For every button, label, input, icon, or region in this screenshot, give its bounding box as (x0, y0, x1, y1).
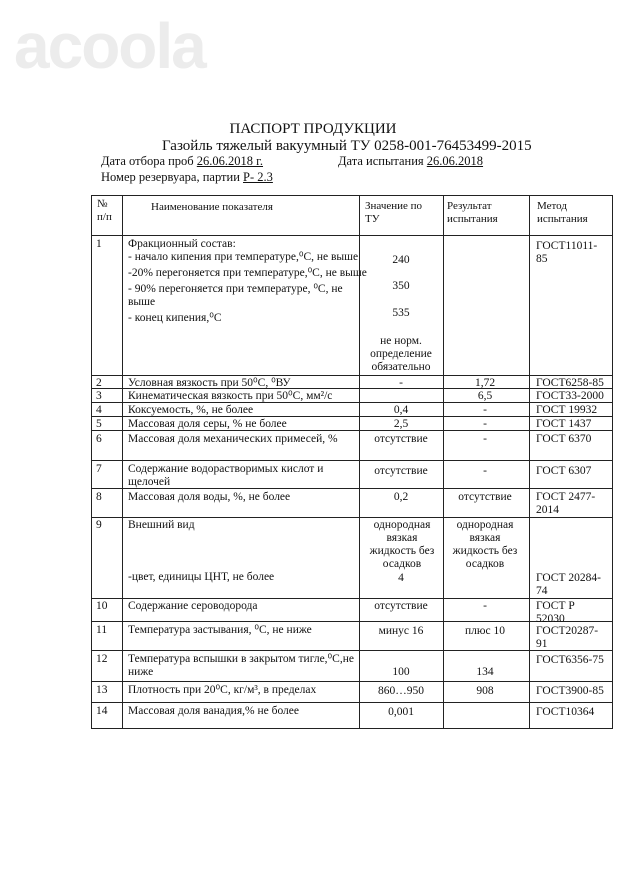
table-border (91, 728, 613, 729)
row-9-result: однородная вязкая жидкость без осадков (452, 519, 518, 570)
tank-value: Р- 2.3 (243, 170, 273, 184)
row-13-result: 908 (476, 685, 494, 697)
row-3-num: 3 (96, 390, 102, 402)
sample-date-line (101, 154, 263, 169)
table-border (91, 460, 613, 461)
row-1-name-line: - 90% перегоняется при температуре, ⁰С, не выше (128, 283, 343, 308)
row-4-num: 4 (96, 404, 102, 416)
row-7-name: Содержание водорастворимых кислот и щелочей (128, 463, 324, 488)
row-5-result: - (483, 418, 487, 430)
row-7-value: отсутствие (374, 465, 428, 477)
row-13-num: 13 (96, 684, 108, 696)
table-border (91, 235, 613, 236)
test-date-line (338, 154, 483, 169)
row-13-name: Плотность при 20⁰С, кг/м³, в пределах (128, 684, 317, 696)
tank-label: Номер резервуара, партии (101, 170, 240, 184)
test-date-value: 26.06.2018 (426, 154, 484, 168)
document-subtitle: Газойль тяжелый вакуумный ТУ 0258-001-76453499-2015 (162, 138, 532, 154)
table-border (443, 195, 444, 729)
row-6-num: 6 (96, 433, 102, 445)
row-11-value: минус 16 (378, 625, 424, 637)
row-1-name-line: - конец кипения,⁰С (128, 312, 222, 324)
row-6-name: Массовая доля механических примесей, % (128, 433, 338, 445)
row-5-method: ГОСТ 1437 (536, 418, 592, 430)
table-border (91, 195, 613, 196)
document-title: ПАСПОРТ ПРОДУКЦИИ (229, 121, 397, 137)
sample-date-label: Дата отбора проб (101, 154, 194, 168)
row-5-name: Массовая доля серы, % не более (128, 418, 287, 430)
row-9-method: ГОСТ 20284-74 (536, 572, 601, 597)
row-2-result: 1,72 (474, 377, 496, 389)
row-1-name-line: Фракционный состав: (128, 238, 236, 250)
row-10-result: - (483, 600, 487, 612)
header-method: Метод испытания (537, 200, 588, 225)
row-11-name: Температура застывания, ⁰С, не ниже (128, 624, 312, 636)
test-date-label: Дата испытания (338, 154, 424, 168)
table-border (91, 621, 613, 622)
table-border (91, 650, 613, 651)
row-11-num: 11 (96, 624, 108, 636)
row-14-value: 0,001 (388, 706, 414, 718)
row-7-result: - (483, 465, 487, 477)
row-13-method: ГОСТ3900-85 (536, 685, 604, 697)
row-9-num: 9 (96, 519, 102, 531)
row-14-num: 14 (96, 705, 108, 717)
row-1-num: 1 (96, 238, 102, 250)
table-border (122, 195, 123, 729)
row-2-name: Условная вязкость при 50⁰С, ⁰ВУ (128, 377, 291, 389)
row-3-result: 6,5 (477, 390, 493, 402)
row-6-method: ГОСТ 6370 (536, 433, 592, 445)
row-12-num: 12 (96, 653, 108, 665)
row-11-method: ГОСТ20287-91 (536, 625, 599, 650)
header-result: Результат испытания (447, 200, 498, 225)
row-8-value: 0,2 (393, 491, 409, 503)
row-2-value: - (399, 377, 403, 389)
row-1-value-3: 535 (392, 307, 410, 319)
header-name: Наименование показателя (151, 201, 273, 213)
row-1-name-line: -20% перегоняется при температуре,⁰С, не выше (128, 267, 367, 279)
row-9-name-color: -цвет, единицы ЦНТ, не более (128, 571, 275, 583)
row-12-value: 100 (392, 666, 410, 678)
row-10-method: ГОСТ Р 52030 (536, 600, 575, 625)
table-border (529, 195, 530, 729)
row-1-value-4: не норм. определение обязательно (370, 335, 432, 373)
row-1-value-1: 240 (392, 254, 410, 266)
watermark-logo: acoola (14, 10, 205, 82)
row-1-value-2: 350 (392, 280, 410, 292)
row-8-num: 8 (96, 491, 102, 503)
table-border (91, 681, 613, 682)
row-9-value: однородная вязкая жидкость без осадков (369, 519, 435, 570)
table-border (91, 195, 92, 729)
row-10-value: отсутствие (374, 600, 428, 612)
row-9-value-color: 4 (398, 572, 404, 584)
table-border (612, 195, 613, 729)
row-14-method: ГОСТ10364 (536, 706, 595, 718)
row-4-method: ГОСТ 19932 (536, 404, 598, 416)
tank-line (101, 170, 273, 185)
row-14-name: Массовая доля ванадия,% не более (128, 705, 299, 717)
row-9-name: Внешний вид (128, 519, 195, 531)
row-6-value: отсутствие (374, 433, 428, 445)
row-10-num: 10 (96, 600, 108, 612)
row-12-name: Температура вспышки в закрытом тигле,⁰С,не ниже (128, 653, 354, 678)
header-num: № п/п (97, 198, 112, 223)
row-1-name-line: - начало кипения при температуре,⁰С, не выше (128, 251, 359, 263)
table-border (91, 598, 613, 599)
row-2-num: 2 (96, 377, 102, 389)
specification-table (91, 195, 613, 729)
row-8-method: ГОСТ 2477-2014 (536, 491, 596, 516)
row-7-method: ГОСТ 6307 (536, 465, 592, 477)
row-5-value: 2,5 (393, 418, 409, 430)
table-border (91, 375, 613, 376)
row-10-name: Содержание сероводорода (128, 600, 258, 612)
row-1-name (128, 238, 368, 325)
table-border (91, 702, 613, 703)
row-3-method: ГОСТ33-2000 (536, 390, 604, 402)
row-13-value: 860…950 (378, 685, 424, 697)
row-4-value: 0,4 (393, 404, 409, 416)
row-6-result: - (483, 433, 487, 445)
row-2-method: ГОСТ6258-85 (536, 377, 604, 389)
row-12-result: 134 (476, 666, 494, 678)
row-7-num: 7 (96, 463, 102, 475)
table-border (91, 517, 613, 518)
row-8-name: Массовая доля воды, %, не более (128, 491, 291, 503)
row-1-method: ГОСТ11011-85 (536, 240, 598, 265)
row-12-method: ГОСТ6356-75 (536, 654, 604, 666)
row-11-result: плюс 10 (465, 625, 505, 637)
sample-date-value: 26.06.2018 г. (196, 154, 264, 168)
row-4-name: Коксуемость, %, не более (128, 404, 254, 416)
header-value: Значение по ТУ (365, 200, 423, 225)
row-3-name: Кинематическая вязкость при 50⁰С, мм²/с (128, 390, 333, 402)
row-8-result: отсутствие (458, 491, 512, 503)
row-4-result: - (483, 404, 487, 416)
row-5-num: 5 (96, 418, 102, 430)
